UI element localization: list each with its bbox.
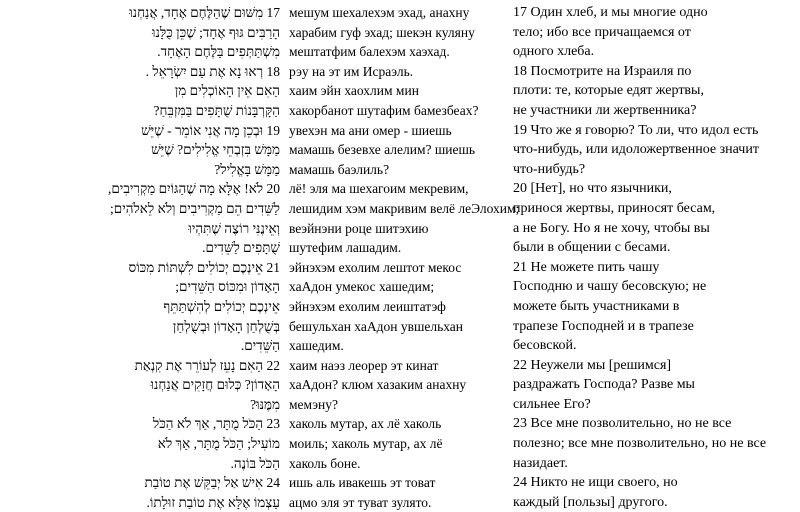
russian-line: назидает. [513, 455, 568, 471]
transliteration-line: ацмо эля эт туват зулято. [289, 494, 432, 510]
hebrew-line: מִמֶּנּוּ? [250, 396, 280, 412]
hebrew-line: 20 לֹא! אֶלָּא מָה שֶׁהַגּוֹיִם מַקְרִיבִים, [107, 181, 280, 197]
transliteration-line: мештатфим балехэм хаэхад. [289, 44, 450, 60]
transliteration-line: хаим эйн хаохлим мин [289, 83, 419, 99]
transliteration-line: лешидим хэм макривим велё леЭлохим; [289, 200, 520, 216]
transliteration-text-column [289, 3, 520, 512]
hebrew-line: מוֹעִיל; הַכֹּל מֻתָּר, אַךְ לֹא [157, 436, 280, 452]
hebrew-text-column [40, 3, 280, 512]
russian-line: принося жертвы, приносят бесам, [513, 200, 716, 216]
transliteration-line: шутефим лашадим. [289, 240, 402, 256]
transliteration-line: хакорбанот шутафим бамезбеах? [289, 102, 479, 118]
russian-line: плоти: те, которые едят жертвы, [513, 83, 704, 99]
hebrew-line: 22 הַאִם נָעֵז לְעוֹרֵר אֶת קִנְאַת [134, 357, 280, 373]
russian-line: 19 Что же я говорю? То ли, что идол есть [513, 122, 759, 138]
russian-line: 23 Все мне позволительно, но не все [513, 416, 732, 432]
transliteration-line: эйнэхэм ехолим леиштатэф [289, 298, 446, 314]
russian-text-column [513, 3, 798, 512]
russian-line: сильнее Его? [513, 396, 591, 412]
russian-line: а не Богу. Но я не хочу, чтобы вы [513, 220, 710, 236]
russian-line: 17 Один хлеб, и мы многие одно [513, 5, 708, 20]
transliteration-line: эйнэхэм ехолим лештот мекос [289, 259, 462, 275]
hebrew-line: הָרַבִּים גּוּף אֶחָד; שֶׁכֵּן כֻּלָּנוּ [152, 24, 280, 40]
russian-line: 24 Никто не ищи своего, но [513, 475, 678, 491]
hebrew-line: 18 רְאוּ נָא אֶת עַם יִשְׂרָאֵל . [145, 63, 280, 79]
hebrew-line: 19 וּבְכֵן מָה אֲנִי אוֹמֵר - שֶׁיֵּשׁ [141, 122, 280, 138]
hebrew-line: 21 אֵינְכֶם יְכוֹלִים לִשְׁתּוֹת מִכּוֹס [128, 259, 280, 275]
russian-line: одного хлеба. [513, 44, 595, 60]
hebrew-line: 17 מִשּׁוּם שֶׁהַלֶּחֶם אֶחָד, אֲנַחְנוּ [129, 5, 280, 20]
russian-line: что-нибудь, или идоложертвенное значит [513, 142, 759, 158]
russian-line: раздражать Господа? Разве мы [513, 377, 695, 393]
russian-line: не участники ли жертвенника? [513, 102, 697, 118]
hebrew-line: מַמָּשׁ בִּזְבְחֵי אֱלִילִים? שֶׁיֵּשׁ [151, 142, 280, 158]
transliteration-line: мемэну? [289, 396, 339, 412]
hebrew-line: שֻׁתָּפִים לַשֵּׁדִים. [202, 240, 280, 256]
hebrew-line: בְּשֻׁלְחַן הָאָדוֹן וּבְשֻׁלְחַן [172, 318, 280, 334]
hebrew-line: אֵינְכֶם יְכוֹלִים לְהִשְׁתַּתֵּף [163, 298, 280, 314]
transliteration-line: хашедим. [289, 338, 344, 354]
russian-line: 20 [Нет], но что язычники, [513, 181, 672, 197]
hebrew-line: עַצְמוֹ אֶלָּא אֶת טוֹבַת זוּלָתוֹ. [146, 494, 280, 510]
transliteration-line: моиль; хаколь мутар, ах лё [289, 436, 443, 452]
russian-line: бесовской. [513, 338, 577, 354]
hebrew-line: הָאָדוֹן וּמִכּוֹס הַשֵּׁדִים; [175, 279, 280, 295]
transliteration-line: ишь аль ивакешь эт товат [289, 475, 436, 491]
hebrew-line: הַשֵּׁדִים. [240, 338, 280, 354]
russian-line: Господню и чашу бесовскую; не [513, 279, 707, 295]
russian-line: 21 Не можете пить чашу [513, 259, 660, 275]
hebrew-line: הָאָדוֹן? כְּלוּם חֲזָקִים אֲנַחְנוּ [150, 377, 280, 393]
transliteration-line: хаАдон? клюм хазаким анахну [289, 377, 467, 393]
transliteration-line: мамашь безевхе алелим? шиешь [289, 142, 476, 158]
russian-line: были в общении с бесами. [513, 240, 671, 256]
transliteration-line: веэйнэни роце шитэхию [289, 220, 429, 236]
russian-line: можете быть участниками в [513, 298, 680, 314]
russian-line: полезно; все мне позволительно, но не все [513, 436, 767, 452]
russian-line: 18 Посмотрите на Израиля по [513, 63, 692, 79]
transliteration-line: хаим наэз леорер эт кинат [289, 357, 439, 373]
transliteration-line: лё! эля ма шехагоим мекревим, [289, 181, 469, 197]
hebrew-line: לַשֵּׁדִים הֵם מַקְרִיבִים וְלֹא לֵאלֹהִים; [110, 200, 280, 216]
transliteration-line: мешум шехалехэм эхад, анахну [289, 5, 470, 20]
hebrew-line: הַאִם אֵין הָאוֹכְלִים מִן [174, 83, 280, 99]
transliteration-line: хаАдон умекос хашедим; [289, 279, 435, 295]
russian-line: 22 Неужели мы [решимся] [513, 357, 672, 373]
russian-line: каждый [пользы] другого. [513, 494, 668, 510]
transliteration-line: бешульхан хаАдон увшельхан [289, 318, 464, 334]
transliteration-line: харабим гуф эхад; шекэн куляну [289, 24, 475, 40]
transliteration-line: рэу на эт им Исраэль. [289, 63, 414, 79]
russian-line: что-нибудь? [513, 161, 586, 177]
hebrew-line: 24 אִישׁ אַל יְבַקֵּשׁ אֶת טוֹבַת [144, 475, 280, 491]
russian-line: трапезе Господней и в трапезе [513, 318, 694, 334]
hebrew-line: הַקָּרְבָּנוֹת שֻׁתָּפִים בַּמִּזְבֵּחַ? [153, 102, 280, 118]
hebrew-line: וְאֵינֶנִּי רוֹצֶה שֶׁתִּהְיוּ [188, 220, 280, 236]
hebrew-line: מַמָּשׁ בָּאֱלִיל? [214, 161, 280, 177]
russian-line: тело; ибо все причащаемся от [513, 24, 691, 40]
hebrew-line: מִשְׁתַּתְּפִים בַּלֶּחֶם הָאֶחָד. [157, 44, 280, 60]
transliteration-line: увехэн ма ани омер - шиешь [289, 122, 452, 138]
hebrew-line: הַכֹּל בּוֹנֶה. [230, 455, 280, 471]
hebrew-line: 23 הַכֹּל מֻתָּר, אַךְ לֹא הַכֹּל [152, 416, 280, 432]
transliteration-line: хаколь боне. [289, 455, 361, 471]
transliteration-line: хаколь мутар, ах лё хаколь [289, 416, 442, 432]
transliteration-line: мамашь баэлиль? [289, 161, 390, 177]
